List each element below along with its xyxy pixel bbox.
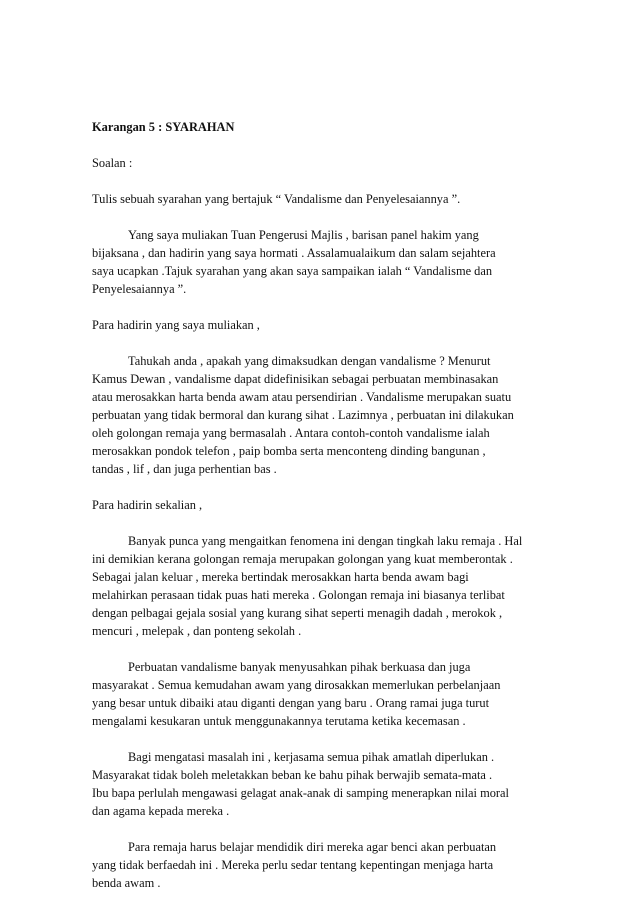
paragraph-line: dengan pelbagai gejala sosial yang kurang sihat seperti menagih dadah , merokok , (92, 606, 503, 620)
paragraph-line: Ibu bapa perlulah mengawasi gelagat anak-anak di samping menerapkan nilai moral (92, 786, 509, 800)
paragraph-line: bijaksana , dan hadirin yang saya hormati . Assalamualaikum dan salam sejahtera (92, 246, 496, 260)
paragraph-line: yang tidak berfaedah ini . Mereka perlu sedar tentang kepentingan menjaga harta (92, 858, 494, 872)
paragraph-line: merosakkan pondok telefon , paip bomba serta menconteng dinding bangunan , (92, 444, 486, 458)
paragraph-line: mencuri , melepak , dan ponteng sekolah . (92, 624, 302, 638)
paragraph-line: Para remaja harus belajar mendidik diri mereka agar benci akan perbuatan (128, 840, 497, 854)
paragraph-line: tandas , lif , dan juga perhentian bas . (92, 462, 277, 476)
paragraph-line: benda awam . (92, 876, 161, 890)
paragraph-line: dan agama kepada mereka . (92, 804, 230, 818)
paragraph-line: mengalami kesukaran untuk menggunakannya terutama ketika kecemasan . (92, 714, 466, 728)
document-title: Karangan 5 : SYARAHAN (92, 120, 235, 134)
paragraph-line: perbuatan yang tidak bermoral dan kurang sihat . Lazimnya , perbuatan ini dilakukan (92, 408, 514, 422)
paragraph-line: Tahukah anda , apakah yang dimaksudkan dengan vandalisme ? Menurut (128, 354, 491, 368)
paragraph-causes (92, 532, 562, 640)
paragraph-line: Para hadirin yang saya muliakan , (92, 318, 260, 332)
paragraph-line: Kamus Dewan , vandalisme dapat didefinisikan sebagai perbuatan membinasakan (92, 372, 499, 386)
paragraph-line: Perbuatan vandalisme banyak menyusahkan pihak berkuasa dan juga (128, 660, 471, 674)
paragraph-youth (92, 838, 562, 892)
paragraph-line: Para hadirin sekalian , (92, 498, 203, 512)
paragraph-line: Sebagai jalan keluar , mereka bertindak merosakkan harta benda awam bagi (92, 570, 469, 584)
document-page (92, 118, 562, 910)
salutation-2 (92, 496, 562, 514)
paragraph-line: masyarakat . Semua kemudahan awam yang dirosakkan memerlukan perbelanjaan (92, 678, 501, 692)
paragraph-line: Bagi mengatasi masalah ini , kerjasama semua pihak amatlah diperlukan . (128, 750, 495, 764)
paragraph-line: Banyak punca yang mengaitkan fenomena ini dengan tingkah laku remaja . Hal (128, 534, 523, 548)
question-label: Soalan : (92, 156, 133, 170)
paragraph-definition (92, 352, 562, 478)
paragraph-line: saya ucapkan .Tajuk syarahan yang akan saya sampaikan ialah “ Vandalisme dan (92, 264, 493, 278)
paragraph-line: oleh golongan remaja yang bermasalah . Antara contoh-contoh vandalisme ialah (92, 426, 490, 440)
paragraph-line: Yang saya muliakan Tuan Pengerusi Majlis , barisan panel hakim yang (128, 228, 479, 242)
paragraph-line: yang besar untuk dibaiki atau diganti dengan yang baru . Orang ramai juga turut (92, 696, 490, 710)
paragraph-opening (92, 226, 562, 298)
paragraph-line: atau merosakkan harta benda awam atau persendirian . Vandalisme merupakan suatu (92, 390, 512, 404)
question-text: Tulis sebuah syarahan yang bertajuk “ Vandalisme dan Penyelesaiannya ”. (92, 192, 461, 206)
paragraph-line: ini demikian kerana golongan remaja merupakan golongan yang kuat memberontak . (92, 552, 513, 566)
paragraph-line: Masyarakat tidak boleh meletakkan beban ke bahu pihak berwajib semata-mata . (92, 768, 493, 782)
paragraph-line: Penyelesaiannya ”. (92, 282, 187, 296)
paragraph-effects (92, 658, 562, 730)
paragraph-solutions (92, 748, 562, 820)
paragraph-line: melahirkan perasaan tidak puas hati mereka . Golongan remaja ini biasanya terlibat (92, 588, 505, 602)
salutation-1 (92, 316, 562, 334)
